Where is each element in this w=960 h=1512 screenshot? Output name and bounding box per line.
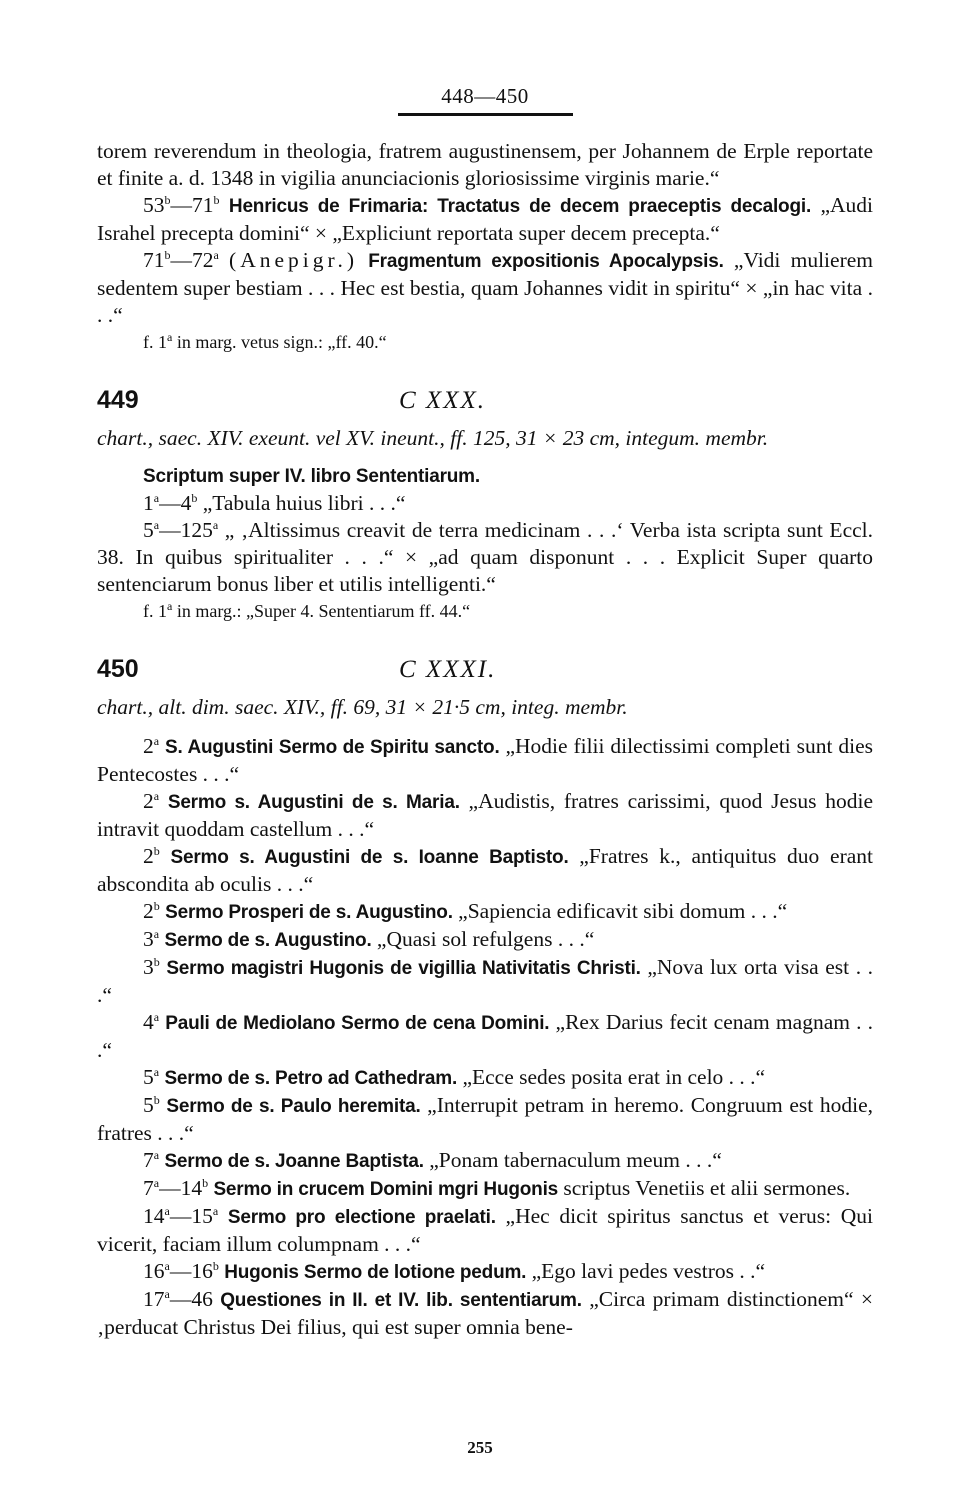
folio: 16 xyxy=(191,1259,213,1283)
entry-448-intro: torem reverendum in theologia, fratrem augustinensem, per Johannem de Erple reportate et finite a. d. 1348 in vigilia anunciacionis gloriosissime virginis marie.“ xyxy=(97,139,873,190)
list-item: 16$^a$—16$^b$ Hugonis Sermo de lotione pedum. „Ego lavi pedes vestros . .“ xyxy=(143,1258,766,1283)
anepigr-label: (Anepigr.) xyxy=(229,248,359,272)
folio-side: b xyxy=(212,1258,219,1273)
entry-449-note: f. 1$^a$ in marg.: „Super 4. Sententiarum ff. 44.“ xyxy=(143,599,471,621)
entry-number: 450 xyxy=(97,655,139,683)
folio: 14 xyxy=(143,1204,165,1228)
folio: 4 xyxy=(143,1010,154,1034)
item-text: „Ego lavi pedes vestros . .“ xyxy=(526,1259,766,1283)
item-title: Sermo de s. Petro ad Cathedram. xyxy=(164,1068,458,1089)
header-rule xyxy=(398,113,573,116)
entry-450-description: chart., alt. dim. saec. XIV., ff. 69, 31 × 21·5 cm, integ. membr. xyxy=(97,695,628,719)
list-item: 14$^a$—15$^a$ Sermo pro electione praelati. „Hec dicit spiritus sanctus et verus: Qui vicerit, faciam illum columpnam . . .“ xyxy=(97,1203,873,1256)
folio: 5 xyxy=(143,1065,154,1089)
folio-side: a xyxy=(164,1258,170,1273)
folio-side: a xyxy=(212,1203,219,1218)
entry-449-line-2: 5$^a$—125$^a$ „ ‚Altissimus creavit de terra medicinam . . .‘ Verba ista scripta sunt Eccl. 38. In quibus spiritualiter . . .“ × „ad quam disponunt . . . Explicit Super quarto sentenciarum bonus liber et utilis intelligenti.“ xyxy=(97,517,873,596)
item-title: Sermo s. Augustini de s. Maria. xyxy=(167,792,460,813)
folio-side: b xyxy=(153,954,160,969)
item-text: „Quasi sol refulgens . . .“ xyxy=(371,927,595,951)
item-text: „Fratres k., antiquitus duo erant abscondita ab oculis . . .“ xyxy=(97,844,873,896)
folio-side: a xyxy=(164,1203,170,1218)
folio-side: b xyxy=(153,843,160,858)
list-item xyxy=(97,788,873,843)
item-title: Sermo magistri Hugonis de vigillia Nativitatis Christi. xyxy=(166,958,641,979)
item-title: Questiones in II. et IV. lib. sententiarum. xyxy=(220,1290,582,1311)
item-text: „Circa primam distinctionem“ × ‚perducat Christus Dei filius, qui est super omnia bene- xyxy=(97,1287,874,1339)
folio: 7 xyxy=(143,1148,154,1172)
folio: 2 xyxy=(143,844,154,868)
item-title: Hugonis Sermo de lotione pedum. xyxy=(224,1262,527,1283)
entry-449-line-1: 1$^a$—4$^b$ „Tabula huius libri . . .“ xyxy=(143,490,406,515)
item-text: „Sapiencia edificavit sibi domum . . .“ xyxy=(452,899,788,923)
item-title: Fragmentum expositionis Apocalypsis. xyxy=(368,251,724,272)
item-title: Sermo de s. Augustino. xyxy=(164,930,372,951)
entry-449-title: Scriptum super IV. libro Sententiarum. xyxy=(143,466,480,487)
item-title: Sermo s. Augustini de s. Ioanne Baptisto. xyxy=(170,847,569,868)
item-title: Sermo de s. Paulo heremita. xyxy=(166,1096,421,1117)
item-text: „Nova lux orta visa est . . .“ xyxy=(97,955,874,1007)
list-item xyxy=(97,1064,873,1092)
folio-side: a xyxy=(153,1147,160,1162)
item-title: Sermo in crucem Domini mgri Hugonis xyxy=(213,1179,559,1200)
item-text: „Interrupit petram in heremo. Congruum est hodie, fratres . . .“ xyxy=(97,1093,873,1145)
folio-side: a xyxy=(153,1175,160,1190)
folio-side: a xyxy=(164,1286,170,1301)
entry-448-item-2: 71$^b$—72$^a$ (Anepigr.) Fragmentum expositionis Apocalypsis. „Vidi mulierem sedentem super bestiam . . . Hec est bestia, quam Johannes vidit in spiritu“ × „in hac vita . . .“ xyxy=(97,247,873,327)
entry-number: 449 xyxy=(97,386,139,414)
call-number: C XXXI. xyxy=(399,656,497,683)
folio: 14 xyxy=(180,1176,203,1200)
folio: 3 xyxy=(143,955,154,979)
folio-side: b xyxy=(153,898,160,913)
entry-448-note: f. 1$^a$ in marg. vetus sign.: „ff. 40.“ xyxy=(143,330,387,352)
folio: 3 xyxy=(143,927,154,951)
folio: 15 xyxy=(191,1204,213,1228)
list-item xyxy=(97,733,873,788)
folio: 17 xyxy=(143,1287,165,1311)
item-text: „Hodie filii dilectissimi completi sunt dies Pentecostes . . .“ xyxy=(97,734,873,786)
folio-side: a xyxy=(153,733,160,748)
item-title: Sermo Prosperi de s. Augustino. xyxy=(165,902,453,923)
item-text: „Rex Darius fecit cenam magnam . . .“ xyxy=(97,1010,874,1062)
folio: 7 xyxy=(143,1176,154,1200)
running-header: 448—450 xyxy=(441,84,529,108)
item-title: Pauli de Mediolano Sermo de cena Domini. xyxy=(165,1013,550,1034)
item-text: „Audistis, fratres carissimi, quod Jesus hodie intravit quoddam castellum . . .“ xyxy=(97,789,874,841)
folio-side: b xyxy=(202,1175,209,1190)
folio: 46 xyxy=(191,1287,213,1311)
entry-449-description: chart., saec. XIV. exeunt. vel XV. ineunt., ff. 125, 31 × 23 cm, integum. membr. xyxy=(97,426,769,450)
entry-450-items xyxy=(97,733,873,1341)
folio: 2 xyxy=(143,899,154,923)
entry-449-heading xyxy=(97,386,873,415)
list-item xyxy=(97,926,873,954)
item-text: „Ponam tabernaculum meum . . .“ xyxy=(423,1148,722,1172)
folio: 2 xyxy=(143,734,154,758)
folio-side: a xyxy=(153,926,160,941)
item-title: S. Augustini Sermo de Spiritu sancto. xyxy=(165,737,500,758)
list-item: 7$^a$—14$^b$ Sermo in crucem Domini mgri Hugonis scriptus Venetiis et alii sermones. xyxy=(143,1175,851,1200)
list-item xyxy=(97,1092,873,1147)
entry-450-heading xyxy=(97,655,873,684)
folio-side: a xyxy=(153,1009,160,1024)
item-text: „Hec dicit spiritus sanctus et verus: Qui vicerit, faciam illum columpnam . . .“ xyxy=(97,1204,873,1256)
call-number: C XXX. xyxy=(399,387,486,414)
list-item: 17$^a$—46 Questiones in II. et IV. lib. sententiarum. „Circa primam distinctionem“ × ‚perducat Christus Dei filius, qui est super omnia bene- xyxy=(97,1286,874,1339)
item-text: „Ecce sedes posita erat in celo . . .“ xyxy=(457,1065,766,1089)
page-number: 255 xyxy=(467,1438,493,1457)
item-title: Sermo pro electione praelati. xyxy=(227,1207,496,1228)
list-item xyxy=(97,1147,873,1175)
folio-side: a xyxy=(153,788,160,803)
list-item xyxy=(97,954,873,1009)
list-item xyxy=(97,1009,873,1064)
folio-side: a xyxy=(153,1064,160,1079)
folio-side: b xyxy=(153,1092,160,1107)
page-content xyxy=(97,84,873,1341)
folio: 16 xyxy=(143,1259,165,1283)
item-title: Sermo de s. Joanne Baptista. xyxy=(164,1151,424,1172)
list-item xyxy=(97,898,873,926)
item-title: Henricus de Frimaria: Tractatus de decem praeceptis decalogi. xyxy=(228,196,812,217)
entry-448-item-1: 53$^b$—71$^b$ Henricus de Frimaria: Tractatus de decem praeceptis decalogi. „Audi Israhel precepta domini“ × „Expliciunt reportata super decem precepta.“ xyxy=(97,192,873,245)
folio: 2 xyxy=(143,789,154,813)
item-text: scriptus Venetiis et alii sermones. xyxy=(558,1176,851,1200)
folio: 5 xyxy=(143,1093,154,1117)
list-item xyxy=(97,843,873,898)
